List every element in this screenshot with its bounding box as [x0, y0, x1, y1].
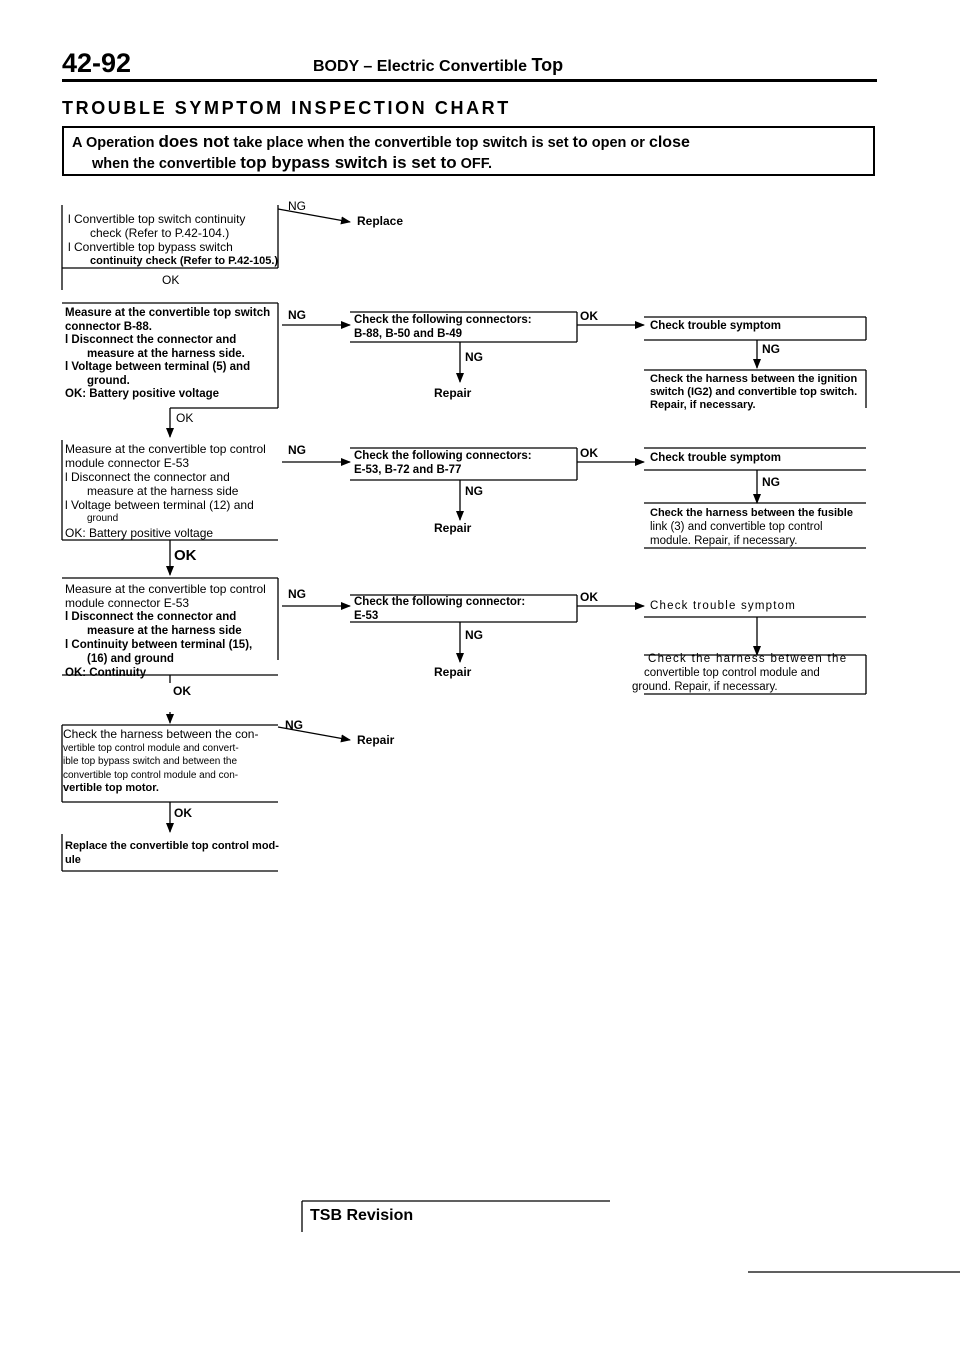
step1-ng-label: NG [288, 199, 306, 213]
section-subtitle: Electric Convertible [376, 58, 528, 75]
step4-harness-line: convertible top control module and [644, 667, 820, 679]
step4-line: measure at the harness side [87, 625, 242, 637]
section-name: BODY [313, 58, 359, 75]
step4-conn-line: Check the following connector: [354, 596, 526, 608]
step2-harness-line: switch (IG2) and convertible top switch. [650, 386, 858, 398]
step4-conn-line: E-53 [354, 610, 379, 622]
title-dash: – [363, 58, 373, 75]
step4-connectors-box [354, 595, 525, 623]
symptom-text: open or [591, 135, 645, 151]
step5-line: vertible top motor. [63, 782, 159, 794]
step3-symptom-box: Check trouble symptom [650, 452, 781, 464]
step2-symptom-box: Check trouble symptom [650, 320, 781, 332]
step5-line: ible top bypass switch and between the [63, 756, 237, 767]
step2-ng-label: NG [288, 308, 306, 322]
symptom-text: top bypass switch is set to [240, 153, 457, 172]
step2-conn-ok: OK [580, 309, 598, 323]
step2-ok-label: OK [176, 411, 194, 425]
symptom-text: Operation [85, 135, 155, 151]
step3-connectors-box [354, 449, 532, 477]
step4-ok-label: OK [173, 684, 191, 698]
step2-line: Measure at the convertible top switch [65, 307, 271, 319]
step2-harness-box [650, 373, 857, 412]
step2-connectors-box [354, 313, 532, 341]
step4-harness-line: Check the harness between the [648, 653, 848, 665]
step5-box [63, 728, 279, 796]
step2-line: ground. [87, 374, 130, 387]
step2-harness-line: Check the harness between the ignition [650, 373, 858, 385]
step1-box [68, 212, 280, 268]
step2-line: measure at the harness side. [87, 347, 245, 360]
step4-harness-box [632, 652, 847, 694]
step4-line: (16) and ground [87, 653, 174, 665]
step5-line: Check the harness between the con- [63, 727, 259, 741]
symptom-text: OFF. [460, 156, 493, 172]
step4-line: OK: Continuity [65, 667, 147, 679]
symptom-text: close [648, 134, 690, 151]
step3-conn-line: Check the following connectors: [354, 450, 532, 462]
symptom-text: take place when the convertible top switch is set [233, 135, 569, 151]
step5-line: vertible top control module and convert- [63, 742, 239, 754]
step2-line: l Voltage between terminal (5) and [65, 361, 251, 373]
step4-line: l Continuity between terminal (15), [65, 639, 253, 651]
step3-harness-box [650, 506, 853, 548]
step3-box [65, 442, 279, 540]
step3-conn-line: E-53, B-72 and B-77 [354, 464, 462, 476]
step4-harness-line: ground. Repair, if necessary. [632, 681, 778, 693]
step3-repair: Repair [434, 521, 472, 535]
step3-line: ground [87, 513, 119, 524]
step3-line: measure at the harness side [87, 484, 239, 498]
tsb-revision: TSB Revision [310, 1207, 414, 1224]
step3-ng-label: NG [288, 443, 306, 457]
symptom-text: does not [158, 132, 230, 151]
step3-symptom-ng: NG [762, 475, 780, 489]
step2-conn-ng: NG [465, 350, 483, 364]
step1-replace: Replace [357, 214, 404, 228]
step2-line: OK: Battery positive voltage [65, 388, 220, 400]
step3-line: l Disconnect the connector and [65, 470, 230, 484]
section-subtitle-end: Top [531, 55, 564, 75]
step4-line: Measure at the convertible top control [65, 582, 266, 596]
step6-line: Replace the convertible top control mod- [65, 840, 279, 852]
step3-conn-ng: NG [465, 484, 483, 498]
step5-line: convertible top control module and con- [63, 769, 239, 781]
step4-conn-ng: NG [465, 628, 483, 642]
symptom-text: when the convertible [92, 156, 237, 172]
step4-conn-ok: OK [580, 590, 598, 604]
step4-line: l Disconnect the connector and [65, 611, 237, 623]
step6-line: ule [65, 853, 81, 866]
step1-line: l Convertible top switch continuity [68, 212, 246, 226]
step2-conn-line: B-88, B-50 and B-49 [354, 328, 463, 340]
step6-box [65, 840, 279, 867]
step3-line: module connector E-53 [65, 456, 190, 470]
step2-harness-line: Repair, if necessary. [650, 399, 756, 411]
step2-symptom-ng: NG [762, 342, 780, 356]
step3-line: Measure at the convertible top control [65, 442, 266, 456]
step3-harness-line: link (3) and convertible top control [650, 521, 823, 533]
step1-line: check (Refer to P.42-104.) [90, 226, 230, 240]
step3-harness-line: module. Repair, if necessary. [650, 535, 798, 547]
step4-symptom-box: Check trouble symptom [650, 600, 796, 612]
step5-ok-label: OK [174, 806, 192, 820]
step3-line: l Voltage between terminal (12) and [65, 498, 254, 512]
step1-ok-label: OK [162, 273, 180, 287]
step4-box [65, 582, 279, 680]
step2-line: connector B-88. [65, 320, 152, 333]
step4-ng-label: NG [288, 587, 306, 601]
step3-conn-ok: OK [580, 446, 598, 460]
step4-line: module connector E-53 [65, 596, 190, 610]
chart-title: TROUBLE SYMPTOM INSPECTION CHART [62, 98, 511, 118]
step2-box [65, 307, 279, 402]
step2-conn-line: Check the following connectors: [354, 314, 532, 326]
step2-line: l Disconnect the connector and [65, 334, 237, 346]
step4-repair: Repair [434, 665, 472, 679]
step2-repair: Repair [434, 386, 472, 400]
step3-ok-label: OK [174, 547, 197, 564]
symptom-text: to [572, 134, 588, 151]
step5-repair: Repair [357, 733, 395, 747]
step1-line: l Convertible top bypass switch [68, 240, 233, 254]
symptom-letter: A [72, 135, 82, 151]
page-number: 42-92 [62, 48, 132, 78]
step5-ng-label: NG [285, 718, 303, 732]
step1-line: continuity check (Refer to P.42-105.) [90, 255, 279, 267]
step3-harness-line: Check the harness between the fusible [650, 507, 853, 519]
step3-line: OK: Battery positive voltage [65, 526, 214, 540]
